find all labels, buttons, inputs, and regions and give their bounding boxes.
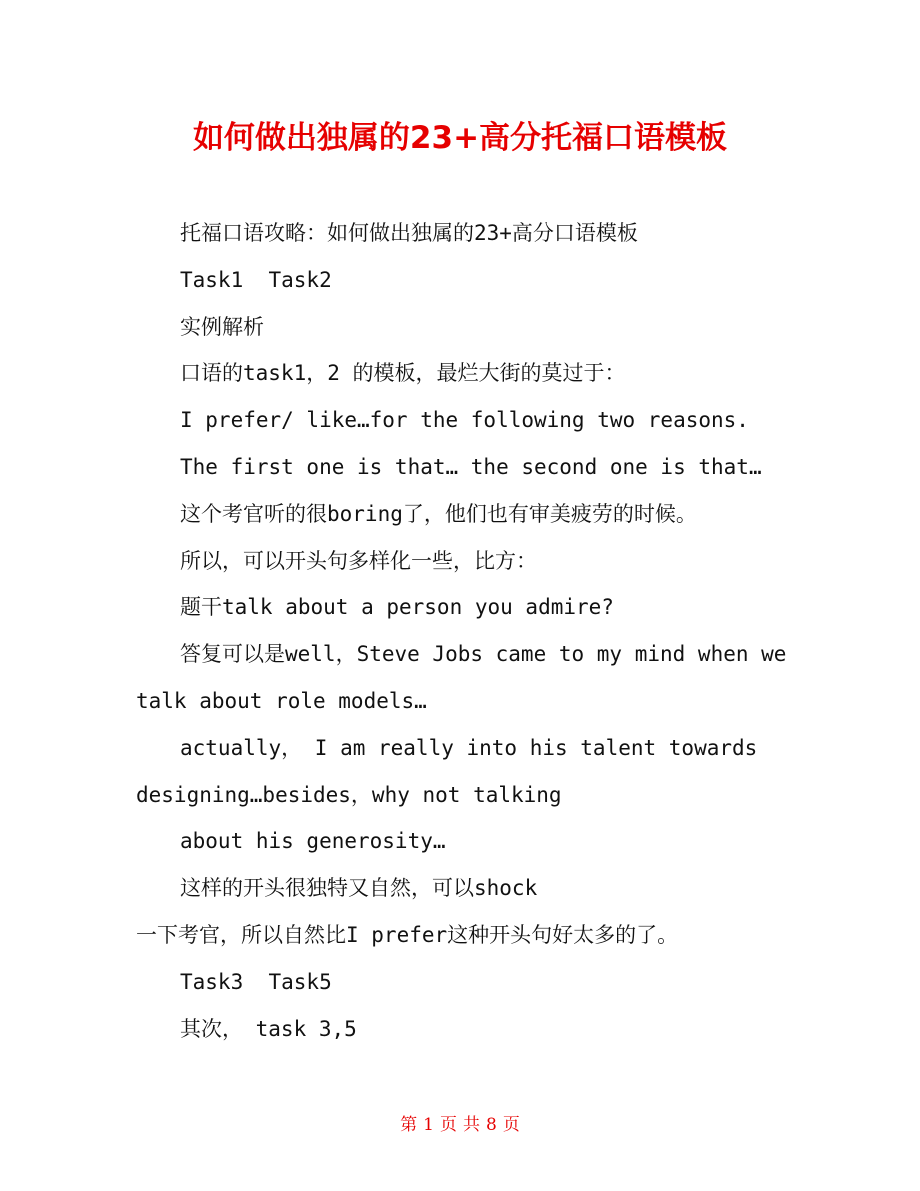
paragraph: actually， I am really into his talent towards designing…besides，why not talking [136,735,758,807]
paragraph: Task3 Task5 [180,969,332,994]
paragraph: about his generosity… [180,829,446,854]
footer-page-label: 第 [400,1115,418,1135]
paragraph: 口语的task1，2 的模板，最烂大街的莫过于： [180,361,626,386]
paragraph: 其次， task 3,5 [180,1016,357,1041]
paragraph: 这个考官听的很boring了，他们也有审美疲劳的时候。 [180,501,697,526]
footer-current-page: 1 [423,1115,434,1135]
footer-page-unit: 页 [440,1115,457,1135]
footer-total-unit: 页 [502,1115,520,1135]
paragraph: 所以，可以开头句多样化一些，比方： [180,548,537,573]
paragraph: 实例解析 [180,314,264,339]
paragraph: The first one is that… the second one is that… [180,454,762,479]
document-body [136,210,796,1052]
paragraph: 托福口语攻略：如何做出独属的23+高分口语模板 [180,221,638,245]
paragraph: 一下考官，所以自然比I prefer这种开头句好太多的了。 [136,922,679,947]
document-title: 如何做出独属的23+高分托福口语模板 [192,120,728,156]
page-footer [0,1112,920,1138]
footer-total-pages: 8 [486,1115,497,1135]
paragraph: Task1 Task2 [180,267,332,292]
paragraph: 这样的开头很独特又自然，可以shock [180,876,538,901]
paragraph: 题干talk about a person you admire? [180,595,614,620]
paragraph: I prefer/ like…for the following two reasons. [180,408,749,433]
paragraph: 答复可以是well，Steve Jobs came to my mind when we talk about role models… [136,642,787,713]
footer-total-label: 共 [463,1115,480,1135]
